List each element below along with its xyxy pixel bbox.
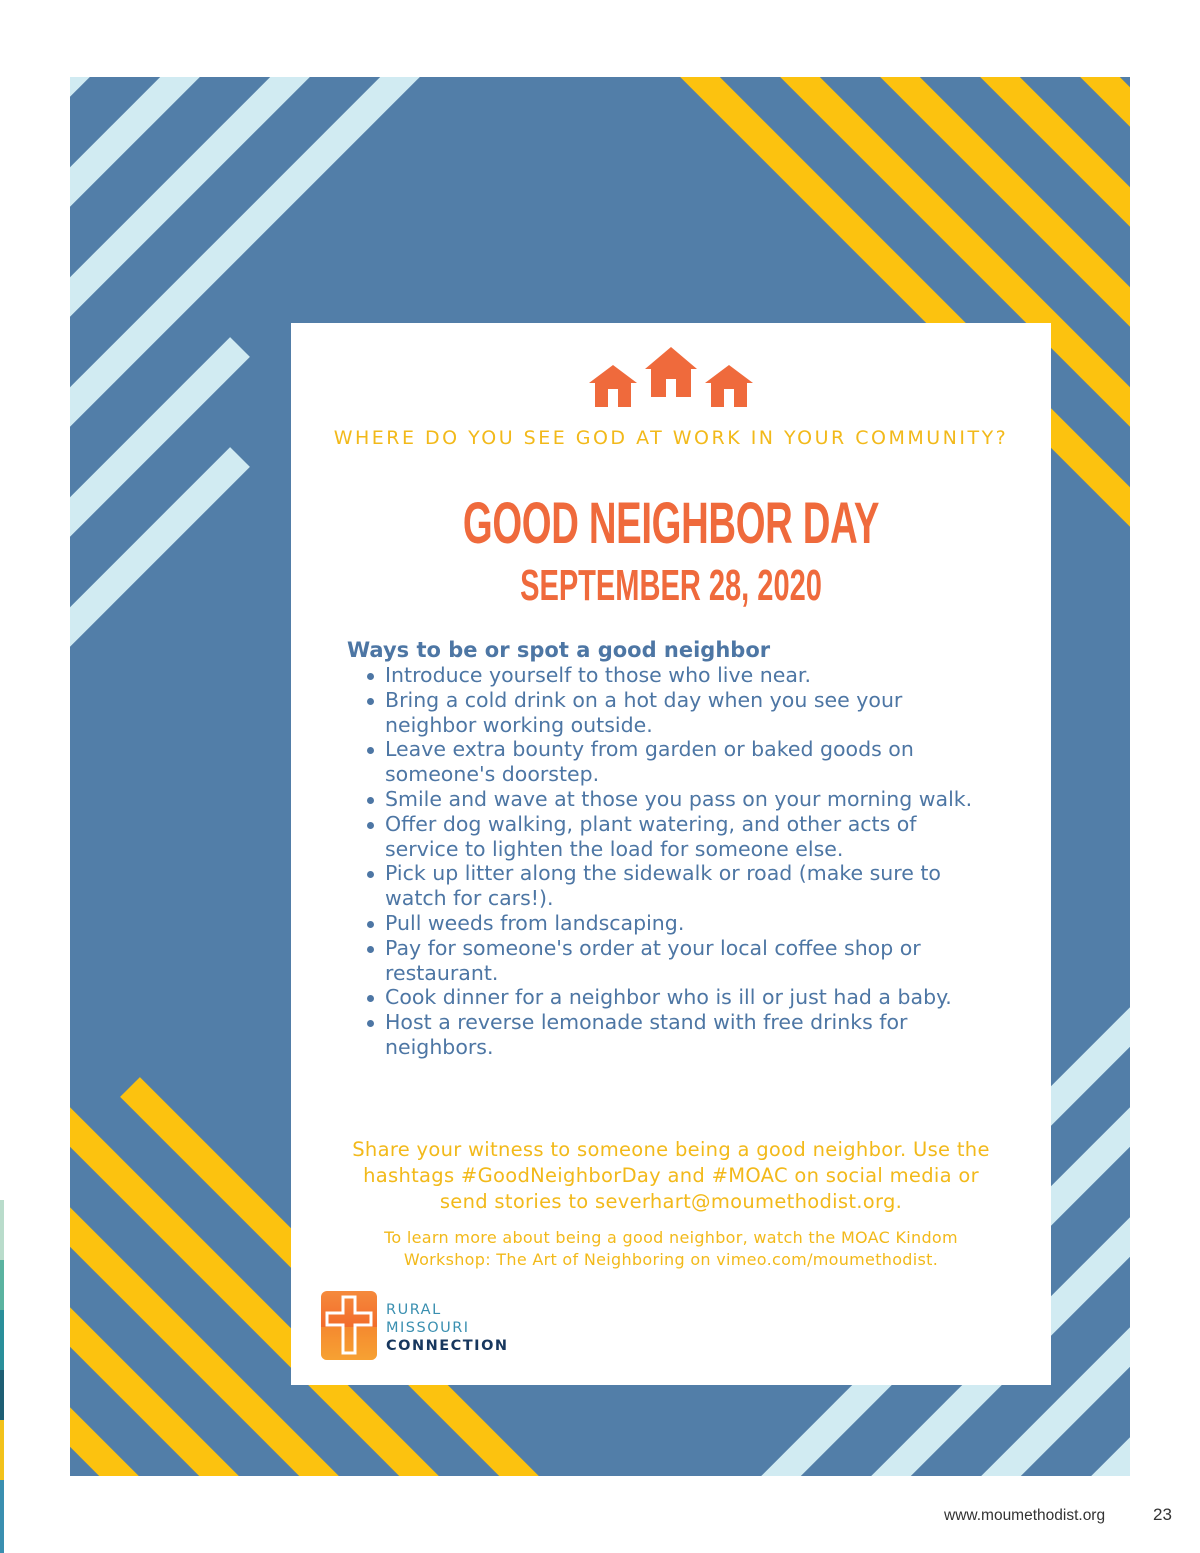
- houses-icon: [589, 345, 753, 411]
- list-item: Smile and wave at those you pass on your morning walk.: [385, 787, 995, 812]
- learn-more-text: To learn more about being a good neighbor, watch the MOAC Kindom Workshop: The Art of Neighboring on vimeo.com/moumethodist.: [384, 1228, 958, 1269]
- list-item: Introduce yourself to those who live near.: [385, 663, 995, 688]
- list-item: Leave extra bounty from garden or baked goods on someone's doorstep.: [385, 737, 995, 787]
- event-title: GOOD NEIGHBOR DAY: [462, 491, 880, 556]
- list-item: Pull weeds from landscaping.: [385, 911, 995, 936]
- logo-line-rural: RURAL: [386, 1302, 442, 1318]
- community-question: WHERE DO YOU SEE GOD AT WORK IN YOUR COMMUNITY?: [333, 427, 1009, 449]
- content-card: [291, 323, 1051, 1385]
- event-date: SEPTEMBER 28, 2020: [520, 561, 822, 610]
- list-item: Pay for someone's order at your local coffee shop or restaurant.: [385, 936, 995, 986]
- page-number: 23: [1153, 1505, 1172, 1524]
- list-item: Offer dog walking, plant watering, and other acts of service to lighten the load for someone else.: [385, 812, 995, 862]
- logo-line-connection: CONNECTION: [386, 1338, 509, 1354]
- list-item: Pick up litter along the sidewalk or road (make sure to watch for cars!).: [385, 861, 995, 911]
- footer-url: www.moumethodist.org: [944, 1507, 1106, 1524]
- cross-logo-icon: [321, 1291, 377, 1360]
- list-item: Cook dinner for a neighbor who is ill or just had a baby.: [385, 985, 995, 1010]
- list-item: Host a reverse lemonade stand with free drinks for neighbors.: [385, 1010, 995, 1060]
- ways-heading: Ways to be or spot a good neighbor: [347, 638, 771, 662]
- edge-decoration: [0, 1200, 4, 1553]
- ways-list: [385, 663, 995, 1060]
- rural-missouri-connection-logo: [321, 1291, 561, 1361]
- poster-background: [70, 77, 1130, 1476]
- share-text: Share your witness to someone being a good neighbor. Use the hashtags #GoodNeighborDay and #MOAC on social media or send stories to severhart@moumethodist.org.: [352, 1138, 990, 1213]
- logo-text: [386, 1301, 509, 1355]
- list-item: Bring a cold drink on a hot day when you see your neighbor working outside.: [385, 688, 995, 738]
- logo-line-missouri: MISSOURI: [386, 1320, 470, 1336]
